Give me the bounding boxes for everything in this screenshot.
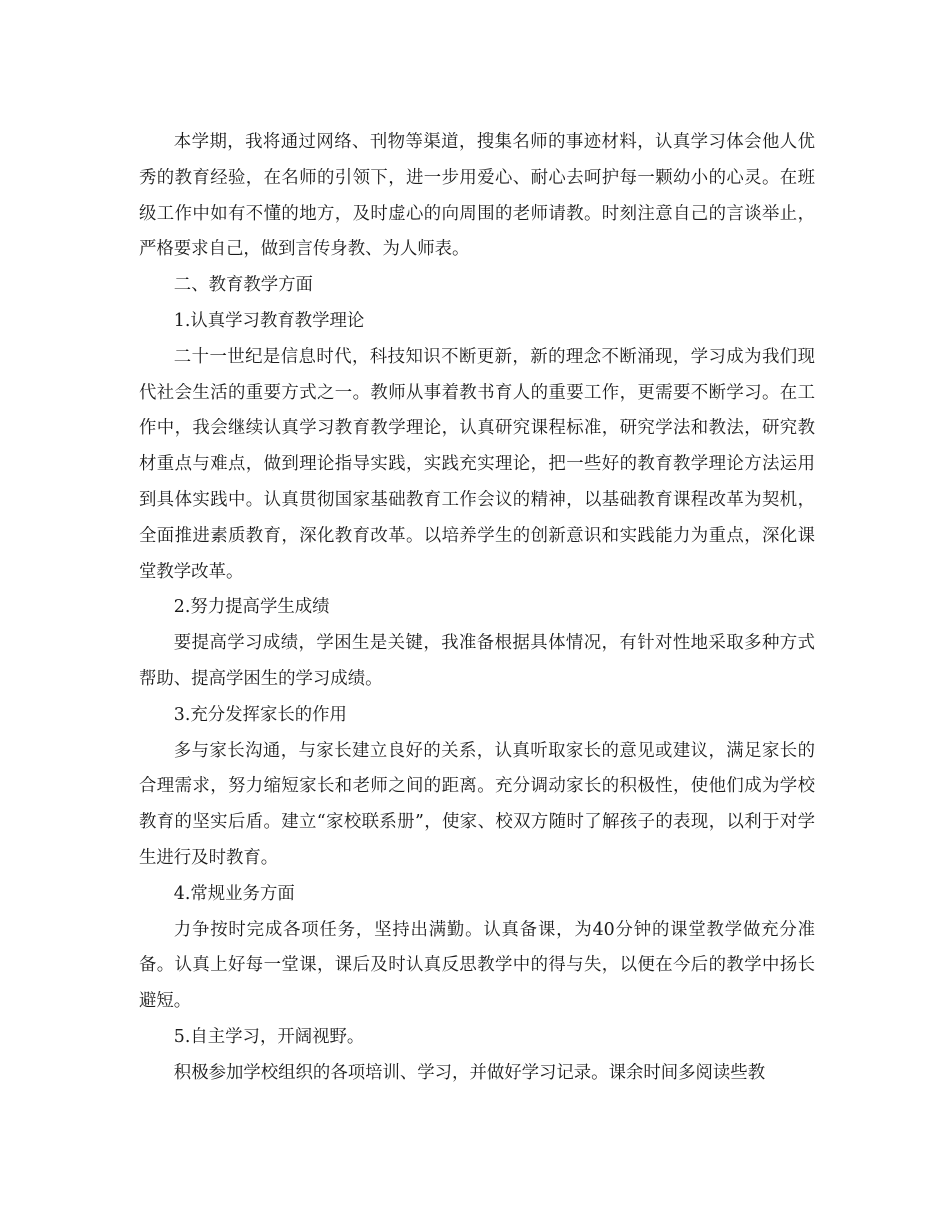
- subheading-grades: 2.努力提高学生成绩: [173, 597, 330, 618]
- paragraph-grades: 要提高学习成绩，学困生是关键，我准备根据具体情况，有针对性地采取多种方式帮助、提高学困生的学习成绩。: [139, 633, 815, 689]
- paragraph-routine: 力争按时完成各项任务，坚持出满勤。认真备课，为40分钟的课堂教学做充分准备。认真上好每一堂课，课后及时认真反思教学中的得与失，以便在今后的教学中扬长避短。: [139, 919, 815, 1012]
- subheading-self-study: 5.自主学习，开阔视野。: [173, 1026, 365, 1047]
- paragraph-theory: 二十一世纪是信息时代，科技知识不断更新，新的理念不断涌现，学习成为我们现代社会生活的重要方式之一。教师从事着教书育人的重要工作，更需要不断学习。在工作中，我会继续认真学习教育教学理论，认真研究课程标准，研究学法和教法，研究教材重点与难点，做到理论指导实践，实践充实理论，把一些好的教育教学理论方法运用到具体实践中。认真贯彻国家基础教育工作会议的精神，以基础教育课程改革为契机，全面推进素质教育，深化教育改革。以培养学生的创新意识和实践能力为重点，深化课堂教学改革。: [139, 346, 815, 582]
- paragraph-intro: 本学期，我将通过网络、刊物等渠道，搜集名师的事迹材料，认真学习体会他人优秀的教育经验，在名师的引领下，进一步用爱心、耐心去呵护每一颗幼小的心灵。在班级工作中如有不懂的地方，及时虚心的向周围的老师请教。时刻注意自己的言谈举止，严格要求自己，做到言传身教、为人师表。: [139, 132, 815, 260]
- subheading-parents: 3.充分发挥家长的作用: [173, 704, 347, 725]
- paragraph-self-study: 积极参加学校组织的各项培训、学习，并做好学习记录。课余时间多阅读些教: [173, 1062, 766, 1083]
- subheading-routine: 4.常规业务方面: [173, 883, 295, 904]
- paragraph-parents: 多与家长沟通，与家长建立良好的关系，认真听取家长的意见或建议，满足家长的合理需求，努力缩短家长和老师之间的距离。充分调动家长的积极性，使他们成为学校教育的坚实后盾。建立“家校联系册”，使家、校双方随时了解孩子的表现，以利于对学生进行及时教育。: [139, 740, 815, 868]
- document-body: [139, 125, 815, 1092]
- section-heading-teaching: 二、教育教学方面: [173, 275, 313, 296]
- subheading-theory: 1.认真学习教育教学理论: [173, 310, 365, 331]
